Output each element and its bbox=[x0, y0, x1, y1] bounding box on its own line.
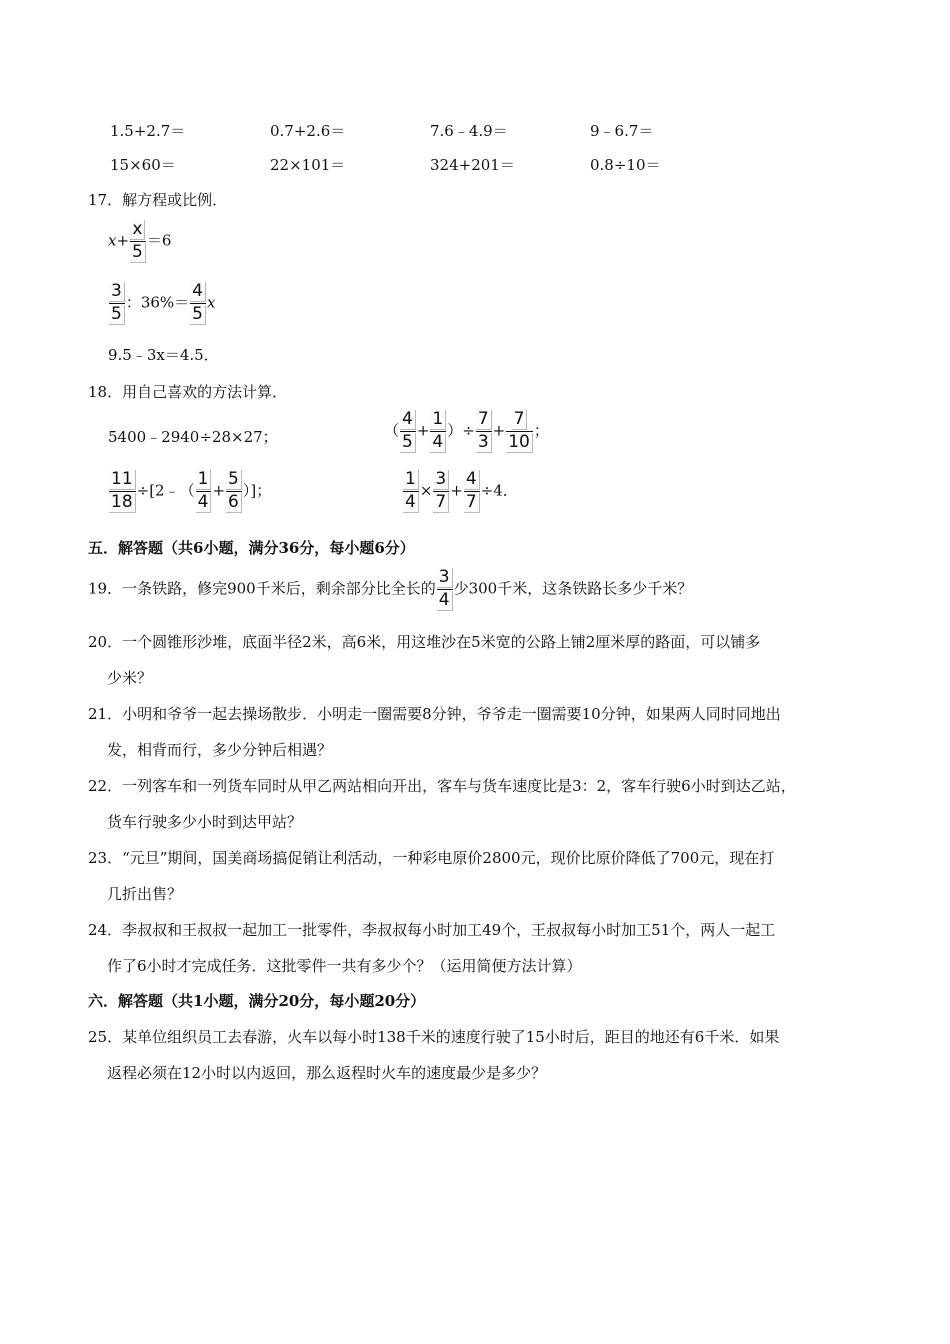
fraction: $\frac{3}{4}$ bbox=[437, 568, 453, 611]
fraction: $\frac{1}{4}$ bbox=[196, 470, 212, 513]
question-17-title: 17．解方程或比例． bbox=[88, 191, 228, 209]
question-22-line-1: 22．一列客车和一列货车同时从甲乙两站相向开出，客车与货车速度比是3：2，客车行驶6小时到达乙站， bbox=[88, 777, 796, 795]
expression-3: $\frac{11}{18}$ ÷[2﹣（ $\frac{1}{4}$ + $\frac{5}{6}$ ）]； bbox=[111, 469, 272, 512]
question-24-line-1: 24．李叔叔和王叔叔一起加工一批零件，李叔叔每小时加工49个，王叔叔每小时加工51个，两人一起工 bbox=[88, 921, 776, 939]
calc-item: 324+201＝ bbox=[430, 156, 515, 174]
fraction: $\frac{4}{5}$ bbox=[400, 410, 416, 453]
fraction: $\frac{5}{6}$ bbox=[226, 470, 242, 513]
expression-4: $\frac{1}{4}$ × $\frac{3}{7}$ + $\frac{4}{7}$ ÷4． bbox=[405, 469, 518, 512]
fraction: $\frac{7}{3}$ bbox=[476, 410, 492, 453]
fraction: $\frac{1}{4}$ bbox=[430, 410, 446, 453]
question-21-line-2: 发，相背而行，多少分钟后相遇？ bbox=[107, 741, 333, 759]
section-6-heading: 六．解答题（共1小题，满分20分，每小题20分） bbox=[88, 992, 426, 1010]
question-23-line-2: 几折出售？ bbox=[107, 885, 183, 903]
fraction: $\frac{11}{18}$ bbox=[109, 470, 136, 513]
equation-3: 9.5﹣3x＝4.5． bbox=[108, 346, 219, 364]
equation-1: x+ $\frac{x}{5}$ ＝6 bbox=[108, 219, 172, 262]
calc-item: 0.8÷10＝ bbox=[590, 156, 661, 174]
calc-item: 22×101＝ bbox=[270, 156, 346, 174]
fraction: $\frac{3}{7}$ bbox=[433, 470, 449, 513]
question-19: 19．一条铁路，修完900千米后，剩余部分比全长的 $\frac{3}{4}$ 少300千米，这条铁路长多少千米？ bbox=[88, 567, 693, 610]
calc-item: 15×60＝ bbox=[110, 156, 176, 174]
question-24-line-2: 作了6小时才完成任务．这批零件一共有多少个？（运用简便方法计算） bbox=[107, 957, 582, 975]
question-23-line-1: 23．“元旦”期间，国美商场搞促销让利活动，一种彩电原价2800元，现价比原价降低了700元，现在打 bbox=[88, 849, 775, 867]
calc-item: 1.5+2.7＝ bbox=[110, 122, 186, 140]
section-5-heading: 五．解答题（共6小题，满分36分，每小题6分） bbox=[88, 539, 415, 557]
question-18-title: 18．用自己喜欢的方法计算． bbox=[88, 383, 288, 401]
expression-1: 5400﹣2940÷28×27； bbox=[108, 428, 278, 446]
fraction: $\frac{x}{5}$ bbox=[130, 220, 146, 263]
fraction: $\frac{7}{10}$ bbox=[506, 410, 533, 453]
fraction: $\frac{3}{5}$ bbox=[109, 282, 125, 325]
question-20-line-2: 少米？ bbox=[107, 669, 153, 687]
question-22-line-2: 货车行驶多少小时到达甲站？ bbox=[107, 813, 303, 831]
question-25-line-1: 25．某单位组织员工去春游，火车以每小时138千米的速度行驶了15小时后，距目的地还有6千米．如果 bbox=[88, 1028, 780, 1046]
fraction: $\frac{4}{7}$ bbox=[464, 470, 480, 513]
calc-item: 0.7+2.6＝ bbox=[270, 122, 346, 140]
question-25-line-2: 返程必须在12小时以内返回，那么返程时火车的速度最少是多少？ bbox=[107, 1064, 547, 1082]
calc-item: 7.6﹣4.9＝ bbox=[430, 122, 508, 140]
question-21-line-1: 21．小明和爷爷一起去操场散步．小明走一圈需要8分钟，爷爷走一圈需要10分钟，如果两人同时同地出 bbox=[88, 705, 781, 723]
calc-item: 9﹣6.7＝ bbox=[590, 122, 654, 140]
question-20-line-1: 20．一个圆锥形沙堆，底面半径2米，高6米，用这堆沙在5米宽的公路上铺2厘米厚的路面，可以铺多 bbox=[88, 633, 761, 651]
fraction: $\frac{1}{4}$ bbox=[403, 470, 419, 513]
expression-2: （ $\frac{4}{5}$ + $\frac{1}{4}$ ）÷ $\frac{7}{3}$ + $\frac{7}{10}$ ； bbox=[384, 409, 549, 452]
equation-2: $\frac{3}{5}$ ：36%＝ $\frac{4}{5}$ x bbox=[111, 281, 216, 324]
fraction: $\frac{4}{5}$ bbox=[190, 282, 206, 325]
